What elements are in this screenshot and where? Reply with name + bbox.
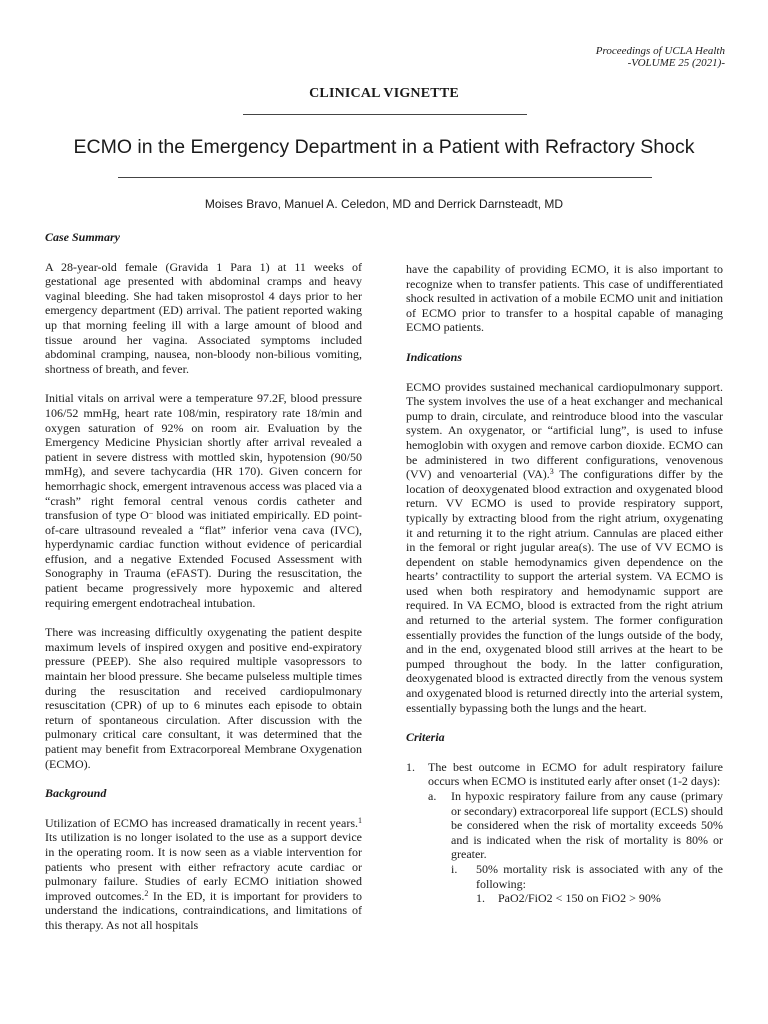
- text-run: Initial vitals on arrival were a temperature 97.2F, blood pressure 106/52 mmHg, heart rate 108/min, respiratory rate 18/min and oxygen saturation of 92% on room air. Evaluation by the Emergency Medicine Physician shortly after arrival revealed a patient in severe distress with mottled skin, hypotension (90/50 mmHg), and severe tachycardia (HR 170). Given concern for hemorrhagic shock, emergent intravenous access was placed via a “crash” right femoral central venous cordis catheter and transfusion of type O: [45, 391, 362, 523]
- author-list: Moises Bravo, Manuel A. Celedon, MD and Derrick Darnsteadt, MD: [204, 197, 564, 211]
- superscript: –: [148, 508, 153, 518]
- journal-header: [425, 45, 725, 69]
- section-heading-background: Background: [45, 786, 107, 801]
- article-type: CLINICAL VIGNETTE: [309, 86, 459, 101]
- section-heading-indications: Indications: [406, 349, 463, 364]
- divider-bottom: [118, 177, 652, 178]
- case-summary-paragraph-1: A 28-year-old female (Gravida 1 Para 1) at 11 weeks of gestational age presented with abdominal cramps and heavy vaginal bleeding. She had taken misoprostol 4 days prior to her emergency department (ED) arrival. The patient reported waking up that morning feeling ill with a large amount of blood and tissue around her vagina. Associated symptoms included abdominal cramping, nausea, non-bloody non-bilious vomiting, shortness of breath, and fever.: [45, 259, 362, 376]
- text-run: ECMO provides sustained mechanical cardiopulmonary support. The system involves the use of a heat exchanger and mechanical pump to drain, circulate, and reintroduce blood into the vascular system. An oxygenator, or “artificial lung”, is used to infuse hemoglobin with oxygen and remove carbon dioxide. ECMO can be administered in two different configurations, venovenous (VV) and venoarterial (VA).: [406, 379, 723, 482]
- divider-top: [243, 114, 527, 115]
- background-paragraph-continued: have the capability of providing ECMO, it is also important to recognize when to transfer patients. This case of undifferentiated shock resulted in activation of a mobile ECMO unit and initiation of ECMO prior to transfer to a hospital capable of managing ECMO patients.: [406, 262, 723, 335]
- criteria-list: [406, 760, 723, 906]
- list-marker: 1.: [476, 891, 485, 906]
- list-item-text: The best outcome in ECMO for adult respiratory failure occurs when ECMO is instituted early after onset (1-2 days):: [428, 759, 723, 789]
- list-item-text: In hypoxic respiratory failure from any cause (primary or secondary) extracorporeal life support (ECLS) should be considered when the risk of mortality exceeds 50% and is indicated when the risk of mortality is 80% or greater.: [451, 789, 723, 862]
- citation-3: 3: [549, 467, 554, 477]
- list-marker: i.: [451, 861, 458, 876]
- journal-volume: -VOLUME 25 (2021)-: [627, 57, 725, 69]
- indications-paragraph-1: [406, 380, 723, 716]
- list-item: [406, 760, 723, 789]
- citation-2: 2: [144, 888, 149, 898]
- case-summary-paragraph-2: [45, 391, 362, 610]
- left-column: [45, 230, 362, 948]
- citation-1: 1: [358, 815, 362, 825]
- list-item: [428, 789, 723, 862]
- list-item-text: 50% mortality risk is associated with any of the following:: [476, 861, 723, 891]
- list-item: [451, 862, 723, 891]
- section-heading-criteria: Criteria: [406, 730, 445, 745]
- journal-name: Proceedings of UCLA Health: [595, 45, 725, 57]
- section-heading-case-summary: Case Summary: [45, 230, 121, 244]
- case-summary-paragraph-3: There was increasing difficultly oxygenating the patient despite maximum levels of inspired oxygen and positive end-expiratory pressure (PEEP). She also required multiple vasopressors to maintain her blood pressure. She became pulseless multiple times during the resuscitation and received cardiopulmonary resuscitation (CPR) of up to 6 minutes each episode to obtain return of spontaneous circulation. After discussion with the pulmonary critical care consultant, it was determined that the patient may benefit from Extracorporeal Membrane Oxygenation (ECMO).: [45, 625, 362, 771]
- list-marker: a.: [428, 789, 437, 803]
- text-run: Utilization of ECMO has increased dramatically in recent years.: [45, 815, 358, 830]
- list-item-text: PaO2/FiO2 < 150 on FiO2 > 90%: [498, 891, 661, 906]
- list-item: [476, 891, 723, 906]
- background-paragraph-1: [45, 816, 362, 933]
- article-title: ECMO in the Emergency Department in a Patient with Refractory Shock: [73, 136, 695, 158]
- text-run: blood was initiated empirically. ED point-of-care ultrasound revealed a “flat” inferior vena cava (IVC), hyperdynamic cardiac function without evidence of pericardial effusion, and a negative Extended Focused Assessment with Sonography in Trauma (eFAST). During the resuscitation, the patient became progressively more hypoxemic and altered requiring emergent endotracheal intubation.: [45, 508, 363, 610]
- text-run: Its utilization is no longer isolated to the use as a support device in the operating room. It is now seen as a viable intervention for patients who present with either refractory acute cardiac or pulmonary failure. Studies of early ECMO initiation showed improved outcomes.: [45, 830, 362, 903]
- list-marker: 1.: [406, 759, 415, 774]
- text-run: The configurations differ by the location of deoxygenated blood extraction and oxygenated blood return. VV ECMO is used to provide respiratory support, typically by extracting blood from the right atrium, oxygenating it and returning it to the right atrium. Cannulas are placed either in the femoral or right jugular area(s). The use of VV ECMO is dependent on stable hemodynamics given dependence on the hearts’ contractility to support the arterial system. VA ECMO is used when both respiratory and hemodynamic support are required. In VA ECMO, blood is extracted from the right atrium and returned to the arterial system. The former configuration essentially provides the function of the lungs outside of the body, and in the end, oxygenated blood still arrives at the heart to be pumped throughout the body. In the latter configuration, deoxygenated blood is extracted directly from the venous system and oxygenated blood is returned directly into the arterial system, essentially bypassing both the lungs and the heart.: [406, 467, 723, 715]
- right-column: [406, 230, 723, 906]
- text-run: In the ED, it is important for providers to understand the indications, contraindications, and limitations of this therapy. As not all hospitals: [45, 888, 362, 932]
